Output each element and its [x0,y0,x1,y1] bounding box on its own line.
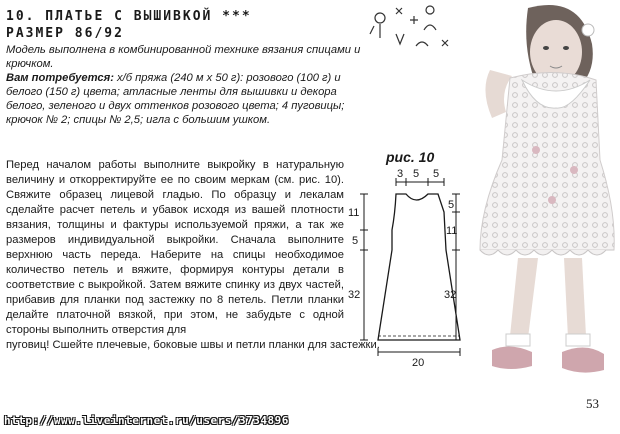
title-line-1: 10. ПЛАТЬЕ С ВЫШИВКОЙ *** [6,9,252,24]
title-line-2: РАЗМЕР 86/92 [6,26,124,41]
right-leg [564,258,586,338]
bottom-dim: 20 [412,357,425,369]
instructions-end: пуговиц! Сшейте плечевые, боковые швы и петли планки для застежки. [6,339,380,351]
child-photo [440,0,620,398]
intro-block [6,43,374,127]
instructions-text: Перед началом работы выполните выкройку в натуральную величину и откорректируйте ее по своим меркам (см. рис. 10). Свяжите образец лицевой гладью. По образцу и лекалам сделайте расчет петель и убавок исходя из вашей плотности вязания, толщины и фактуры используемой пряжи, а так же размеров индивидуальной выкройки. Сначала выполните верхнюю часть переда. Наберите на спицы необходимое количество петель и вяжите, формируя контуры детали в соответствие с выкройкой. Затем вяжите спинку из двух частей, прибавив для планки под застежку по 8 петель. Петли планки делайте платочной вязкой, при этом, не забудьте с одной стороны выполнить отверстия для [6,159,344,336]
right-dim-3: 32 [444,289,457,301]
right-shoe [562,347,604,372]
article-title [6,8,386,42]
intro-text: Модель выполнена в комбинированной технике вязания спицами и крючком. [6,44,361,70]
hair-bow [582,24,594,36]
left-leg [510,258,538,338]
figure-label: рис. 10 [386,149,435,165]
right-dim-1: 5 [448,199,455,211]
materials-text: х/б пряжа (240 м х 50 г): розового (100 г) и белого (150 г) цвета; атласные ленты для вышивки и декора белого, зеленого и двух оттенков розового цвета; 4 пуговицы; крючок № 2; спицы № 2,5; игла с большим ушком. [6,72,345,126]
watermark-url: http://www.liveinternet.ru/users/3734896 [4,414,289,427]
left-shoe [492,346,532,369]
top-dim-3: 5 [433,168,440,180]
left-dim-1: 11 [348,207,360,219]
right-dim-2: 11 [446,225,458,237]
materials-label: Вам потребуется: [6,72,114,84]
top-dim-2: 5 [413,168,420,180]
materials-paragraph [6,71,374,127]
left-dim-2: 5 [352,235,359,247]
page-number: 53 [586,396,599,411]
top-dim-1: 3 [397,168,404,180]
left-dim-3: 32 [348,289,361,301]
